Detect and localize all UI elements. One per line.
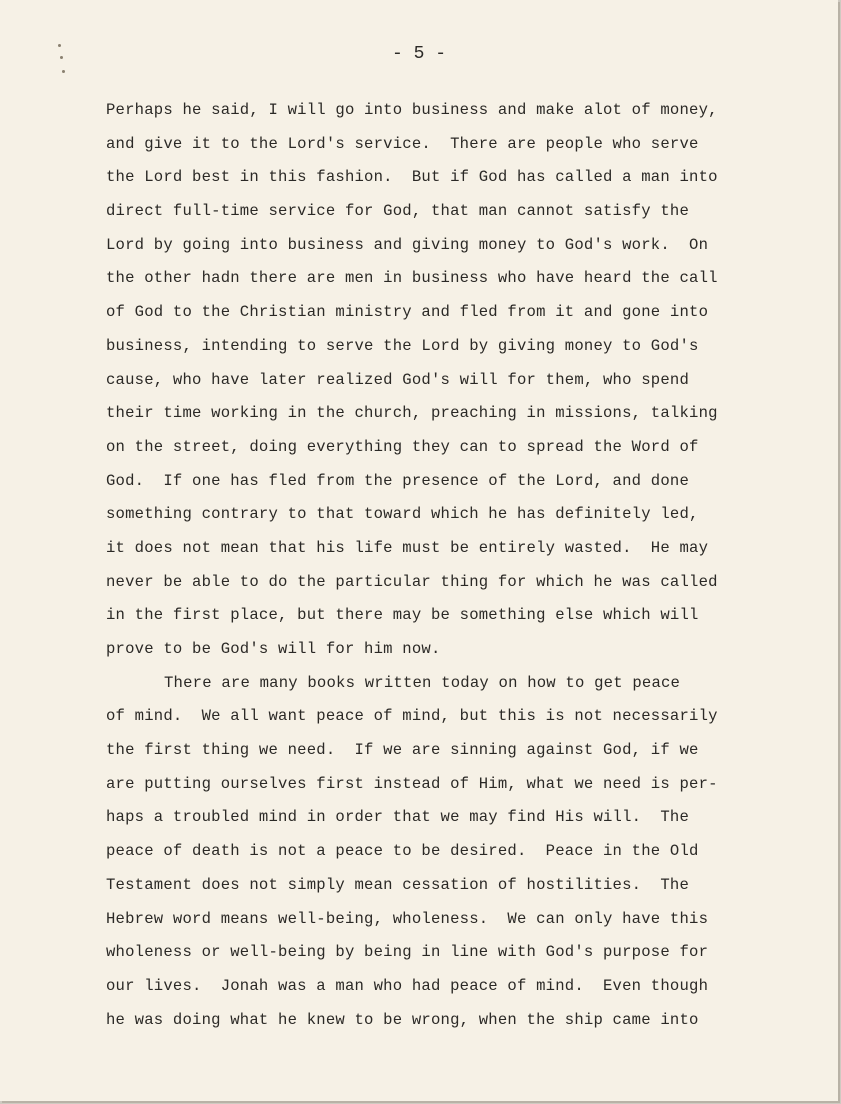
text-line: never be able to do the particular thing for which he was called	[106, 572, 718, 591]
text-line: he was doing what he knew to be wrong, when the ship came into	[106, 1010, 699, 1029]
text-line: peace of death is not a peace to be desired. Peace in the Old	[106, 842, 699, 861]
text-line: our lives. Jonah was a man who had peace of mind. Even though	[106, 976, 709, 995]
text-line: on the street, doing everything they can to spread the Word of	[106, 437, 699, 456]
text-line: prove to be God's will for him now.	[106, 640, 441, 658]
text-line: of mind. We all want peace of mind, but this is not necessarily	[106, 707, 718, 726]
text-line: are putting ourselves first instead of Him, what we need is per-	[106, 774, 718, 793]
text-line: in the first place, but there may be something else which will	[106, 606, 699, 625]
text-line: of God to the Christian ministry and fled from it and gone into	[106, 303, 709, 322]
text-line: the first thing we need. If we are sinning against God, if we	[106, 741, 699, 760]
text-line: Lord by going into business and giving money to God's work. On	[106, 235, 709, 254]
body-text	[106, 94, 766, 1037]
text-line: and give it to the Lord's service. There are people who serve	[106, 134, 699, 153]
text-line: haps a troubled mind in order that we may find His will. The	[106, 808, 690, 827]
text-line: There are many books written today on how to get peace	[164, 673, 681, 692]
page-number: - 5 -	[391, 44, 446, 64]
text-line: direct full-time service for God, that man cannot satisfy the	[106, 202, 690, 221]
text-line: Testament does not simply mean cessation of hostilities. The	[106, 875, 690, 894]
punch-mark-bottom	[62, 70, 65, 73]
text-line: business, intending to serve the Lord by giving money to God's	[106, 336, 699, 355]
text-line: it does not mean that his life must be entirely wasted. He may	[106, 538, 709, 557]
text-line: cause, who have later realized God's will for them, who spend	[106, 370, 690, 389]
text-line: wholeness or well-being by being in line with God's purpose for	[106, 943, 709, 962]
text-line: the other hadn there are men in business who have heard the call	[106, 269, 718, 288]
text-line: the Lord best in this fashion. But if God has called a man into	[106, 168, 718, 187]
text-line: God. If one has fled from the presence of the Lord, and done	[106, 471, 690, 490]
text-line: Perhaps he said, I will go into business and make alot of money,	[106, 101, 718, 119]
text-line: their time working in the church, preaching in missions, talking	[106, 404, 718, 423]
text-line: Hebrew word means well-being, wholeness. We can only have this	[106, 909, 709, 928]
text-line: something contrary to that toward which he has definitely led,	[106, 505, 699, 524]
